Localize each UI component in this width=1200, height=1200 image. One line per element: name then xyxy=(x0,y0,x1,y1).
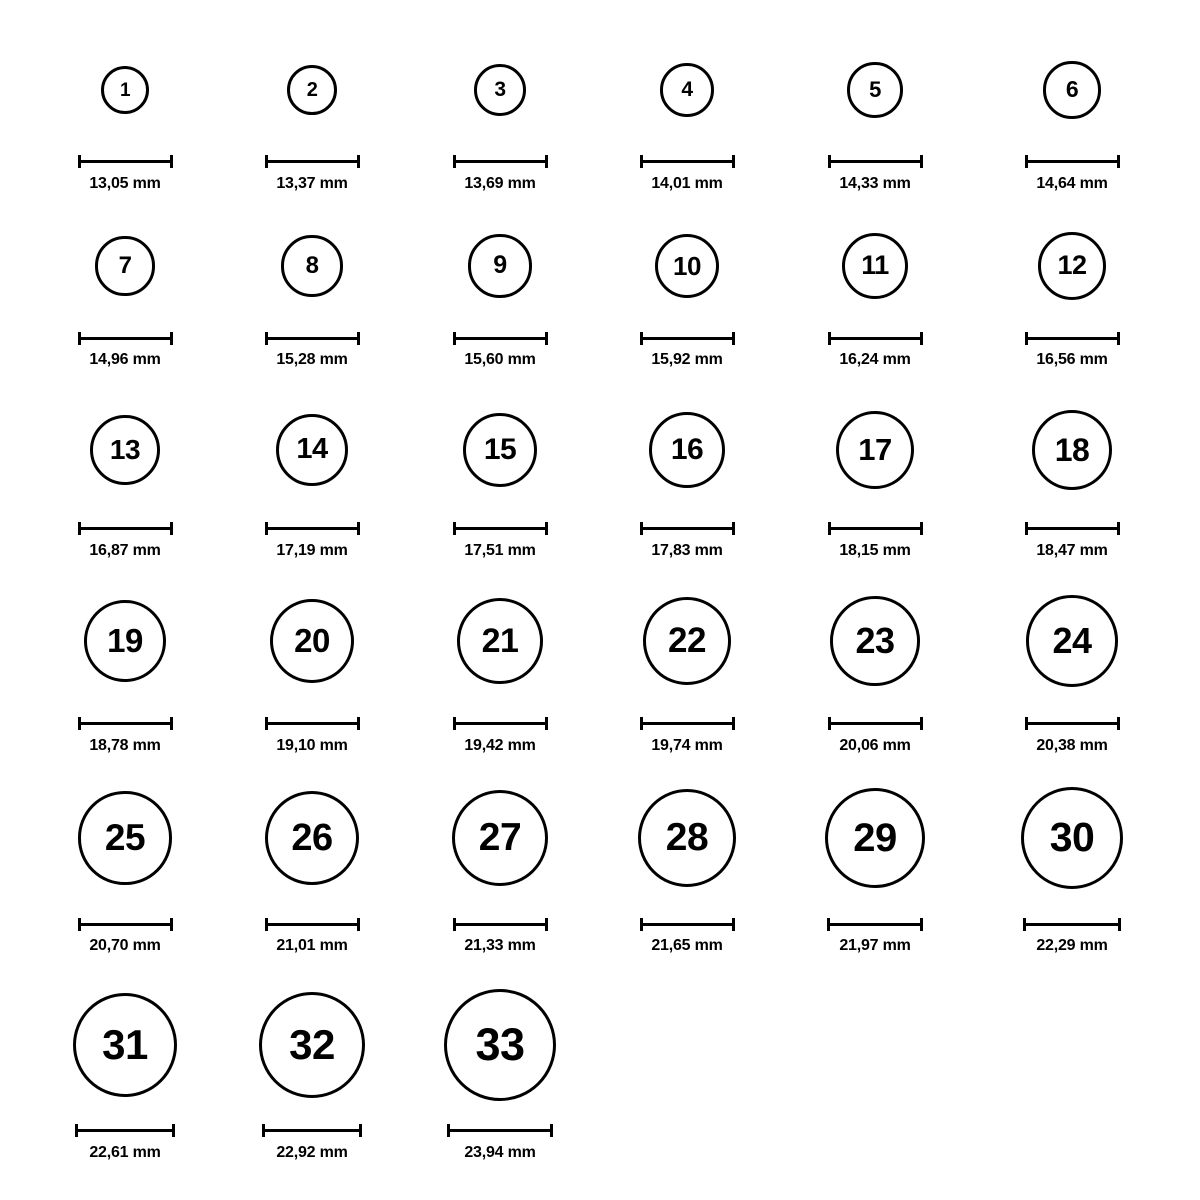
ring-size-cell xyxy=(237,992,387,1162)
measure-bar-line xyxy=(1025,722,1120,725)
measure-bar-cap-right xyxy=(1117,155,1120,168)
measure-bar-line xyxy=(447,1129,554,1132)
ring-circle xyxy=(638,789,737,888)
measure-bar-cap-right xyxy=(357,918,360,931)
diameter-label: 13,37 mm xyxy=(276,174,348,192)
diameter-measure-bar xyxy=(265,332,360,344)
measure-bar-cap-right xyxy=(170,332,173,345)
ring-size-number: 19 xyxy=(107,622,143,660)
diameter-label: 15,28 mm xyxy=(276,350,348,368)
measure-bar-cap-right xyxy=(732,522,735,535)
measure-bar-line xyxy=(453,337,548,340)
measure-bar-line xyxy=(78,527,173,530)
ring-size-cell xyxy=(237,599,387,755)
measure-bar-cap-right xyxy=(357,717,360,730)
measure-bar-cap-left xyxy=(453,918,456,931)
ring-size-cell xyxy=(612,597,762,755)
measure-bar-cap-right xyxy=(359,1124,362,1137)
ring-size-number: 32 xyxy=(289,1020,335,1068)
diameter-label: 13,69 mm xyxy=(464,174,536,192)
measure-bar-cap-left xyxy=(828,155,831,168)
ring-circle xyxy=(1021,787,1124,890)
ring-size-cell xyxy=(997,787,1147,955)
measure-bar-cap-left xyxy=(453,155,456,168)
diameter-label: 17,83 mm xyxy=(651,541,723,559)
ring-size-number: 26 xyxy=(291,816,333,859)
measure-bar-line xyxy=(453,923,548,926)
measure-bar-cap-right xyxy=(1117,717,1120,730)
diameter-label: 21,97 mm xyxy=(839,936,911,954)
diameter-measure-bar xyxy=(1025,332,1120,344)
diameter-label: 23,94 mm xyxy=(464,1143,536,1161)
ring-size-cell xyxy=(425,598,575,755)
ring-size-cell xyxy=(50,415,200,560)
measure-bar-line xyxy=(1023,923,1120,926)
diameter-label: 14,96 mm xyxy=(89,350,161,368)
ring-size-cell xyxy=(237,235,387,369)
ring-size-cell xyxy=(800,233,950,369)
diameter-measure-bar xyxy=(640,522,735,534)
ring-size-number: 13 xyxy=(109,433,141,465)
ring-size-cell xyxy=(50,236,200,369)
diameter-label: 13,05 mm xyxy=(89,175,161,192)
ring-size-number: 17 xyxy=(858,432,892,468)
measure-bar-line xyxy=(78,923,173,926)
diameter-measure-bar xyxy=(265,717,360,729)
measure-bar-cap-right xyxy=(732,717,735,730)
ring-circle xyxy=(830,596,919,685)
ring-size-number: 2 xyxy=(306,78,318,101)
measure-bar-cap-left xyxy=(828,332,831,345)
diameter-measure-bar xyxy=(78,332,173,344)
diameter-label: 16,56 mm xyxy=(1036,350,1108,368)
ring-circle xyxy=(643,597,730,684)
measure-bar-cap-left xyxy=(453,717,456,730)
diameter-measure-bar xyxy=(78,918,173,930)
diameter-measure-bar xyxy=(453,918,548,930)
ring-size-number: 7 xyxy=(118,251,132,279)
ring-circle xyxy=(84,600,166,682)
ring-size-cell xyxy=(997,61,1147,193)
ring-circle xyxy=(265,791,360,886)
measure-bar-cap-right xyxy=(357,522,360,535)
diameter-measure-bar xyxy=(828,717,923,729)
diameter-label: 18,15 mm xyxy=(839,541,911,559)
diameter-measure-bar xyxy=(1023,918,1120,930)
diameter-measure-bar xyxy=(453,522,548,534)
ring-circle xyxy=(281,235,342,296)
measure-bar-cap-left xyxy=(640,522,643,535)
measure-bar-cap-right xyxy=(920,717,923,730)
ring-circle xyxy=(73,993,177,1097)
measure-bar-cap-left xyxy=(827,918,830,931)
diameter-label: 21,33 mm xyxy=(464,936,536,954)
measure-bar-line xyxy=(265,923,360,926)
measure-bar-cap-left xyxy=(78,155,81,168)
ring-size-cell xyxy=(800,62,950,193)
diameter-measure-bar xyxy=(453,332,548,344)
ring-circle xyxy=(1038,232,1107,301)
ring-size-number: 8 xyxy=(305,251,319,279)
measure-bar-cap-left xyxy=(1025,332,1028,345)
measure-bar-line xyxy=(1025,160,1120,163)
measure-bar-cap-right xyxy=(172,1124,175,1137)
diameter-measure-bar xyxy=(265,918,360,930)
ring-size-number: 6 xyxy=(1065,76,1079,103)
measure-bar-line xyxy=(78,722,173,725)
ring-size-number: 31 xyxy=(102,1020,148,1068)
measure-bar-cap-left xyxy=(447,1124,450,1137)
ring-circle xyxy=(468,234,531,297)
measure-bar-cap-left xyxy=(265,522,268,535)
measure-bar-cap-right xyxy=(170,717,173,730)
measure-bar-cap-left xyxy=(265,717,268,730)
ring-circle xyxy=(1032,410,1112,490)
diameter-label: 15,60 mm xyxy=(464,350,536,368)
measure-bar-line xyxy=(265,337,360,340)
measure-bar-cap-left xyxy=(1023,918,1026,931)
diameter-label: 19,42 mm xyxy=(464,736,536,754)
ring-size-cell xyxy=(800,411,950,560)
ring-circle xyxy=(78,791,171,884)
diameter-measure-bar xyxy=(1025,155,1120,167)
measure-bar-cap-left xyxy=(265,332,268,345)
diameter-measure-bar xyxy=(828,522,923,534)
ring-size-cell xyxy=(425,64,575,193)
diameter-label: 15,92 mm xyxy=(651,350,723,368)
ring-size-cell xyxy=(800,788,950,955)
diameter-measure-bar xyxy=(265,155,360,167)
measure-bar-cap-left xyxy=(265,155,268,168)
diameter-measure-bar xyxy=(1025,522,1120,534)
ring-size-cell xyxy=(997,232,1147,369)
ring-circle xyxy=(90,415,161,486)
measure-bar-line xyxy=(640,160,735,163)
measure-bar-cap-right xyxy=(170,522,173,535)
ring-size-number: 16 xyxy=(670,432,704,466)
ring-circle xyxy=(259,992,365,1098)
ring-circle xyxy=(474,64,526,116)
measure-bar-cap-right xyxy=(920,155,923,168)
diameter-label: 22,61 mm xyxy=(89,1143,161,1161)
measure-bar-line xyxy=(78,160,173,163)
ring-size-cell xyxy=(800,596,950,755)
diameter-label: 21,01 mm xyxy=(276,936,348,954)
diameter-measure-bar xyxy=(640,155,735,167)
ring-circle xyxy=(825,788,926,889)
measure-bar-line xyxy=(828,527,923,530)
ring-size-number: 29 xyxy=(853,815,897,860)
ring-size-cell xyxy=(237,791,387,955)
ring-size-cell xyxy=(612,789,762,955)
measure-bar-cap-left xyxy=(1025,155,1028,168)
measure-bar-line xyxy=(265,160,360,163)
diameter-measure-bar xyxy=(828,155,923,167)
measure-bar-cap-right xyxy=(545,522,548,535)
ring-size-number: 12 xyxy=(1057,250,1087,281)
ring-size-number: 28 xyxy=(665,816,709,860)
diameter-label: 18,47 mm xyxy=(1036,541,1108,559)
diameter-measure-bar xyxy=(75,1124,174,1136)
measure-bar-cap-right xyxy=(357,332,360,345)
measure-bar-line xyxy=(75,1129,174,1132)
ring-size-number: 3 xyxy=(494,78,506,102)
measure-bar-cap-right xyxy=(545,332,548,345)
ring-circle xyxy=(452,790,549,887)
ring-size-number: 5 xyxy=(869,76,881,102)
diameter-label: 21,65 mm xyxy=(651,936,723,954)
diameter-label: 22,92 mm xyxy=(276,1143,348,1161)
ring-size-cell xyxy=(425,413,575,560)
measure-bar-line xyxy=(453,527,548,530)
measure-bar-line xyxy=(265,527,360,530)
measure-bar-cap-right xyxy=(732,918,735,931)
ring-size-cell xyxy=(50,600,200,755)
measure-bar-cap-right xyxy=(920,522,923,535)
ring-circle xyxy=(444,989,556,1101)
measure-bar-cap-right xyxy=(545,918,548,931)
ring-size-cell xyxy=(997,410,1147,560)
diameter-label: 16,24 mm xyxy=(839,350,911,368)
ring-size-cell xyxy=(50,993,200,1162)
ring-size-number: 21 xyxy=(481,621,519,660)
diameter-label: 18,78 mm xyxy=(89,736,161,754)
ring-size-cell xyxy=(50,791,200,955)
measure-bar-line xyxy=(640,923,735,926)
ring-size-number: 15 xyxy=(483,432,517,466)
ring-circle xyxy=(276,414,348,486)
diameter-measure-bar xyxy=(828,332,923,344)
ring-size-cell xyxy=(997,595,1147,755)
measure-bar-cap-left xyxy=(265,918,268,931)
measure-bar-line xyxy=(453,160,548,163)
diameter-measure-bar xyxy=(78,522,173,534)
measure-bar-cap-left xyxy=(640,332,643,345)
measure-bar-cap-left xyxy=(75,1124,78,1137)
measure-bar-line xyxy=(640,337,735,340)
ring-size-cell xyxy=(612,412,762,560)
measure-bar-cap-right xyxy=(545,717,548,730)
diameter-measure-bar xyxy=(453,717,548,729)
diameter-measure-bar xyxy=(640,717,735,729)
measure-bar-line xyxy=(640,527,735,530)
diameter-measure-bar xyxy=(640,332,735,344)
ring-circle xyxy=(270,599,354,683)
ring-size-number: 4 xyxy=(681,78,693,102)
measure-bar-cap-right xyxy=(1117,332,1120,345)
measure-bar-line xyxy=(828,160,923,163)
diameter-label: 16,87 mm xyxy=(89,541,161,559)
ring-size-number: 33 xyxy=(475,1019,525,1071)
diameter-label: 17,51 mm xyxy=(464,541,536,559)
measure-bar-line xyxy=(640,722,735,725)
ring-size-cell xyxy=(612,63,762,193)
measure-bar-cap-left xyxy=(828,522,831,535)
measure-bar-cap-right xyxy=(357,155,360,168)
measure-bar-cap-left xyxy=(78,918,81,931)
diameter-measure-bar xyxy=(640,918,735,930)
ring-circle xyxy=(836,411,914,489)
measure-bar-cap-right xyxy=(550,1124,553,1137)
diameter-label: 19,10 mm xyxy=(276,736,348,754)
ring-circle xyxy=(655,234,720,299)
diameter-measure-bar xyxy=(78,717,173,729)
ring-size-number: 11 xyxy=(861,250,889,281)
measure-bar-line xyxy=(453,722,548,725)
measure-bar-cap-right xyxy=(920,332,923,345)
measure-bar-line xyxy=(1025,337,1120,340)
diameter-label: 19,74 mm xyxy=(651,736,723,754)
measure-bar-cap-left xyxy=(78,332,81,345)
measure-bar-line xyxy=(828,337,923,340)
measure-bar-line xyxy=(262,1129,363,1132)
ring-circle xyxy=(842,233,909,300)
measure-bar-line xyxy=(78,337,173,340)
measure-bar-cap-right xyxy=(1118,918,1121,931)
diameter-label: 14,64 mm xyxy=(1036,174,1108,192)
measure-bar-cap-left xyxy=(262,1124,265,1137)
measure-bar-line xyxy=(1025,527,1120,530)
ring-size-cell xyxy=(425,234,575,369)
measure-bar-cap-right xyxy=(920,918,923,931)
measure-bar-cap-left xyxy=(640,918,643,931)
measure-bar-cap-right xyxy=(732,332,735,345)
diameter-measure-bar xyxy=(265,522,360,534)
diameter-label: 22,29 mm xyxy=(1036,936,1108,954)
diameter-measure-bar xyxy=(78,155,173,167)
diameter-label: 14,01 mm xyxy=(651,174,723,192)
ring-size-number: 30 xyxy=(1049,814,1095,861)
measure-bar-cap-left xyxy=(78,717,81,730)
ring-size-cell xyxy=(425,790,575,955)
ring-size-number: 10 xyxy=(673,250,701,281)
ring-size-number: 20 xyxy=(294,622,330,660)
measure-bar-cap-right xyxy=(1117,522,1120,535)
measure-bar-cap-left xyxy=(1025,522,1028,535)
measure-bar-cap-right xyxy=(732,155,735,168)
ring-circle xyxy=(1026,595,1117,686)
ring-circle xyxy=(457,598,543,684)
diameter-label: 20,70 mm xyxy=(89,936,161,954)
ring-size-number: 18 xyxy=(1054,431,1090,468)
diameter-label: 20,06 mm xyxy=(839,736,911,754)
diameter-measure-bar xyxy=(447,1124,554,1136)
diameter-measure-bar xyxy=(453,155,548,167)
ring-circle xyxy=(95,236,154,295)
measure-bar-line xyxy=(265,722,360,725)
measure-bar-cap-right xyxy=(545,155,548,168)
diameter-measure-bar xyxy=(262,1124,363,1136)
ring-circle xyxy=(660,63,714,117)
measure-bar-cap-left xyxy=(78,522,81,535)
ring-size-cell xyxy=(425,989,575,1162)
ring-size-number: 25 xyxy=(104,817,146,859)
ring-size-cell xyxy=(612,234,762,369)
ring-size-number: 1 xyxy=(119,79,131,101)
measure-bar-cap-left xyxy=(828,717,831,730)
diameter-measure-bar xyxy=(827,918,923,930)
ring-size-number: 24 xyxy=(1052,619,1092,661)
ring-size-cell xyxy=(237,414,387,560)
measure-bar-cap-left xyxy=(640,155,643,168)
ring-size-number: 14 xyxy=(296,433,328,466)
diameter-label: 17,19 mm xyxy=(276,541,348,559)
measure-bar-cap-right xyxy=(170,155,173,168)
ring-size-number: 23 xyxy=(855,619,895,661)
ring-circle xyxy=(847,62,903,118)
ring-circle xyxy=(101,66,149,114)
measure-bar-line xyxy=(828,722,923,725)
ring-size-number: 9 xyxy=(493,251,507,280)
ring-circle xyxy=(649,412,725,488)
measure-bar-cap-left xyxy=(453,522,456,535)
ring-circle xyxy=(1043,61,1100,118)
ring-size-number: 22 xyxy=(668,621,706,661)
diameter-label: 14,33 mm xyxy=(839,174,911,192)
diameter-measure-bar xyxy=(1025,717,1120,729)
diameter-label: 20,38 mm xyxy=(1036,736,1108,754)
measure-bar-cap-right xyxy=(170,918,173,931)
measure-bar-cap-left xyxy=(640,717,643,730)
measure-bar-line xyxy=(827,923,923,926)
ring-size-cell xyxy=(50,66,200,193)
ring-size-number: 27 xyxy=(478,816,522,860)
measure-bar-cap-left xyxy=(453,332,456,345)
ring-circle xyxy=(463,413,537,487)
ring-circle xyxy=(287,65,337,115)
ring-size-cell xyxy=(237,65,387,193)
measure-bar-cap-left xyxy=(1025,717,1028,730)
